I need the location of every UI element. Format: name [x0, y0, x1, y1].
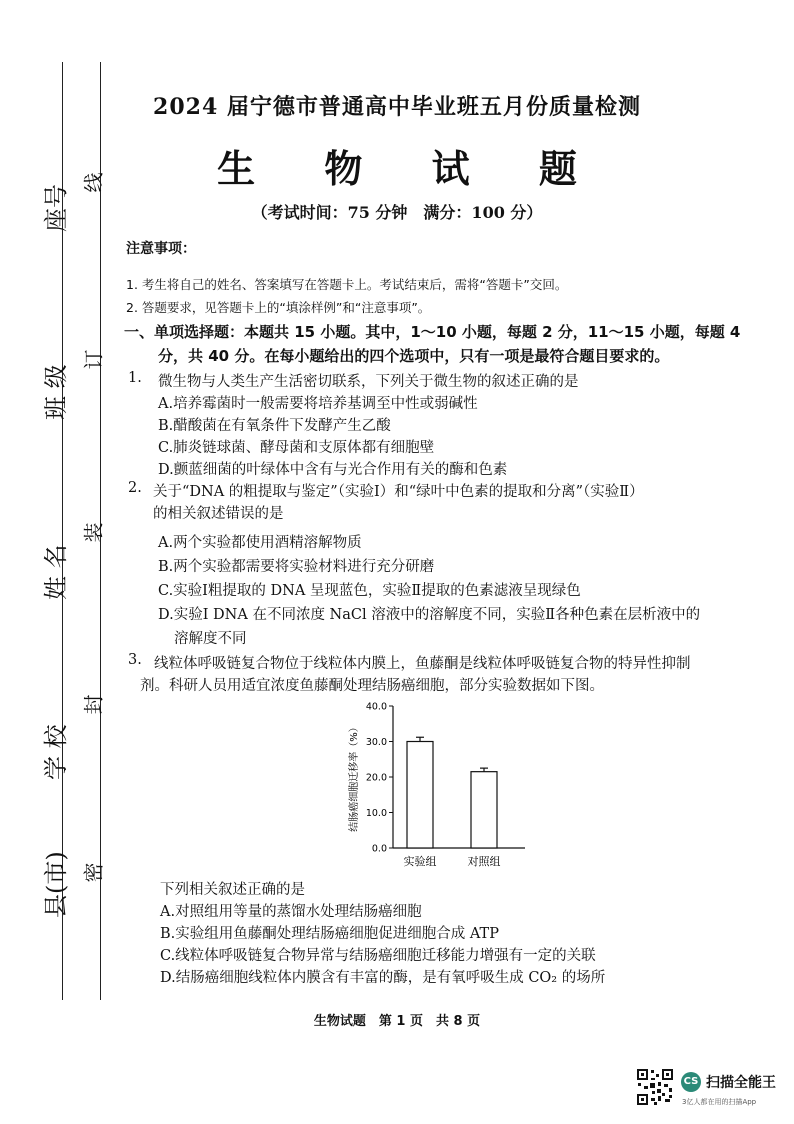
option-b: B.实验组用鱼藤酮处理结肠癌细胞促进细胞合成 ATP — [160, 926, 499, 942]
scanner-app-name: 扫描全能王 — [706, 1075, 776, 1091]
question-stem: 剂。科研人员用适宜浓度鱼藤酮处理结肠癌细胞，部分实验数据如下图。 — [140, 678, 604, 694]
exam-title: 2024 届宁德市普通高中毕业班五月份质量检测 — [153, 94, 641, 120]
class-label: 班 级 — [42, 364, 70, 420]
seat-label: 座号 — [42, 184, 70, 232]
subject-title: 生 物 试 题 — [217, 146, 605, 191]
y-tick-label: 20.0 — [365, 772, 387, 784]
exam-info: （考试时间：75 分钟 满分：100 分） — [251, 203, 543, 222]
question-lead: 下列相关叙述正确的是 — [160, 882, 305, 898]
category-label: 实验组 — [403, 855, 437, 868]
notice-item: 1. 考生将自己的姓名、答案填写在答题卡上。考试结束后，需将“答题卡”交回。 — [126, 277, 568, 292]
notice-item: 2. 答题要求，见答题卡上的“填涂样例”和“注意事项”。 — [126, 300, 431, 315]
seal-char-feng: 封 — [81, 694, 106, 715]
option-c: C.线粒体呼吸链复合物异常与结肠癌细胞迁移能力增强有一定的关联 — [160, 948, 596, 964]
y-tick-label: 0.0 — [371, 843, 387, 855]
bar — [407, 742, 433, 849]
question-number: 1. — [128, 370, 142, 386]
question-stem: 线粒体呼吸链复合物位于线粒体内膜上，鱼藤酮是线粒体呼吸链复合物的特异性抑制 — [154, 656, 691, 672]
question-stem: 微生物与人类生产生活密切联系，下列关于微生物的叙述正确的是 — [158, 374, 579, 390]
scanner-tagline: 3亿人都在用的扫描App — [682, 1098, 757, 1106]
option-c: C.肺炎链球菌、酵母菌和支原体都有细胞壁 — [158, 440, 435, 456]
y-tick-label: 30.0 — [365, 737, 387, 748]
option-d-cont: 溶解度不同 — [174, 631, 247, 647]
option-d: D.颤蓝细菌的叶绿体中含有与光合作用有关的酶和色素 — [158, 462, 508, 478]
y-axis-label: 结肠癌细胞迁移率（%） — [349, 722, 360, 832]
y-tick-label: 40.0 — [365, 701, 387, 713]
question-stem: 关于“DNA 的粗提取与鉴定”（实验Ⅰ）和“绿叶中色素的提取和分离”（实验Ⅱ） — [153, 484, 644, 500]
name-label: 姓 名 — [42, 544, 70, 600]
seal-char-xian: 线 — [81, 172, 106, 193]
county-label: 县(市) — [42, 851, 70, 918]
option-a: A.培养霉菌时一般需要将培养基调至中性或弱碱性 — [158, 396, 478, 412]
section-heading-line2: 分，共 40 分。在每小题给出的四个选项中，只有一项是最符合题目要求的。 — [158, 347, 670, 365]
scanner-logo-icon: CS — [681, 1072, 701, 1092]
page-footer: 生物试题 第 1 页 共 8 页 — [313, 1014, 481, 1029]
seal-char-ding: 订 — [81, 349, 106, 370]
notice-heading: 注意事项： — [126, 241, 196, 257]
option-a: A.对照组用等量的蒸馏水处理结肠癌细胞 — [160, 904, 422, 920]
school-label: 学 校 — [42, 724, 70, 780]
migration-rate-chart — [335, 695, 535, 877]
option-b: B.醋酸菌在有氧条件下发酵产生乙酸 — [158, 418, 391, 434]
seal-char-mi: 密 — [81, 862, 106, 883]
category-label: 对照组 — [467, 855, 501, 868]
question-number: 3. — [128, 652, 142, 668]
option-d: D.结肠癌细胞线粒体内膜含有丰富的酶，是有氧呼吸生成 CO₂ 的场所 — [160, 970, 606, 986]
y-tick-label: 10.0 — [365, 808, 387, 819]
option-d: D.实验Ⅰ DNA 在不同浓度 NaCl 溶液中的溶解度不同，实验Ⅱ各种色素在层析液中的 — [158, 607, 701, 623]
bar — [471, 772, 497, 848]
option-a: A.两个实验都使用酒精溶解物质 — [158, 535, 362, 551]
section-heading-line1: 一、单项选择题：本题共 15 小题。其中，1～10 小题，每题 2 分，11～15 小题，每题 4 — [124, 323, 741, 341]
question-stem: 的相关叙述错误的是 — [153, 506, 284, 522]
option-c: C.实验Ⅰ粗提取的 DNA 呈现蓝色，实验Ⅱ提取的色素滤液呈现绿色 — [158, 583, 581, 599]
option-b: B.两个实验都需要将实验材料进行充分研磨 — [158, 559, 435, 575]
qr-code-icon — [636, 1068, 674, 1106]
question-number: 2. — [128, 480, 142, 496]
seal-char-zhuang: 装 — [81, 522, 106, 543]
